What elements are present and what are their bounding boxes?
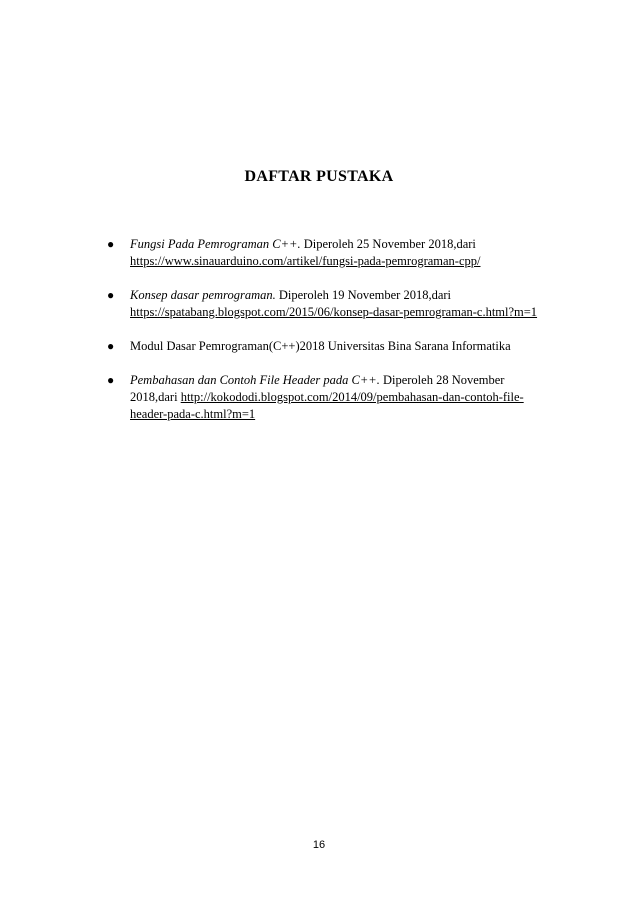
reference-text: Diperoleh 28 November 2018,dari [130, 373, 505, 404]
reference-link[interactable]: https://www.sinauarduino.com/artikel/fungsi-pada-pemrograman-cpp/ [130, 254, 481, 268]
bullet-icon: ● [107, 237, 115, 251]
reference-item-4 [95, 372, 555, 423]
reference-text: Diperoleh 25 November 2018,dari [300, 237, 476, 251]
reference-title: Pembahasan dan Contoh File Header pada C++. [130, 373, 380, 387]
bullet-icon: ● [107, 288, 115, 302]
reference-link[interactable]: https://spatabang.blogspot.com/2015/06/konsep-dasar-pemrograman-c.html?m=1 [130, 305, 538, 319]
bullet-icon: ● [107, 339, 115, 353]
page-title: DAFTAR PUSTAKA [244, 168, 394, 185]
bullet-icon: ● [107, 373, 115, 387]
reference-item-1 [95, 236, 555, 270]
reference-item-2 [95, 287, 555, 321]
reference-title: Fungsi Pada Pemrograman C++. [130, 237, 301, 251]
reference-list [95, 236, 555, 440]
reference-link[interactable]: http://kokododi.blogspot.com/2014/09/pembahasan-dan-contoh-file-header-pada-c.html?m=1 [130, 390, 524, 421]
reference-item-3 [95, 338, 555, 355]
reference-text: Diperoleh 19 November 2018,dari [275, 288, 452, 302]
reference-title: Konsep dasar pemrograman. [130, 288, 276, 302]
reference-text: Modul Dasar Pemrograman(C++)2018 Universitas Bina Sarana Informatika [130, 339, 511, 353]
page-number: 16 [312, 839, 326, 851]
